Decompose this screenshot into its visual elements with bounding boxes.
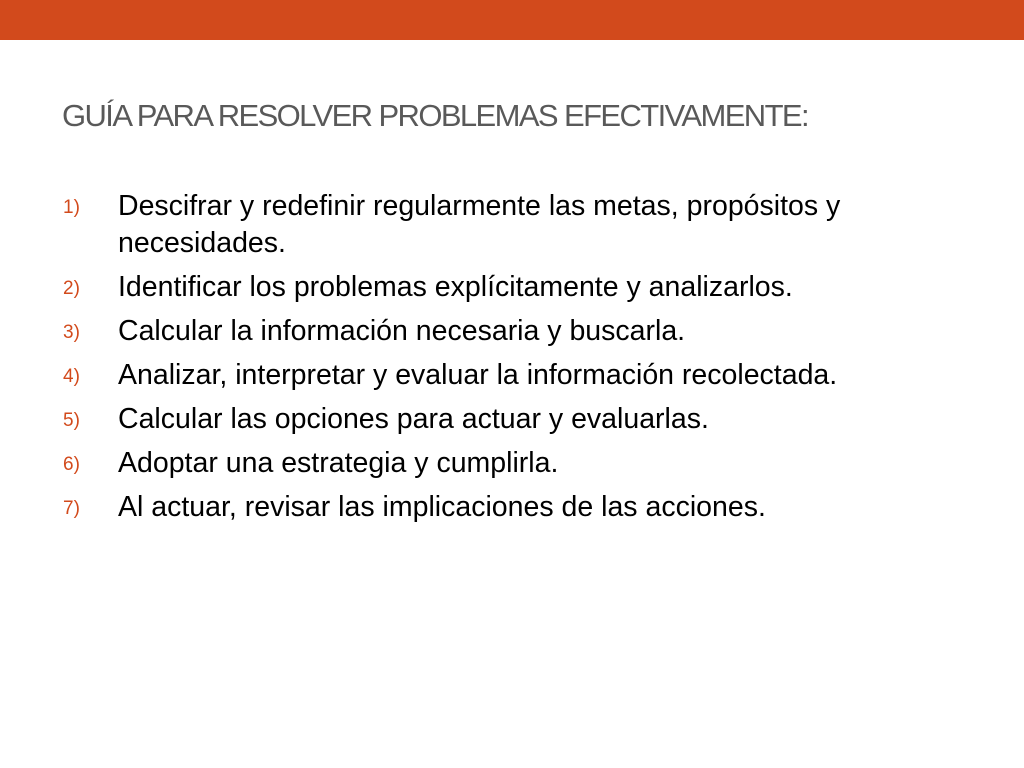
item-number: 5) bbox=[63, 410, 80, 431]
item-number: 1) bbox=[63, 197, 80, 218]
item-text: Identificar los problemas explícitamente y analizarlos. bbox=[118, 271, 793, 303]
slide-title: GUÍA PARA RESOLVER PROBLEMAS EFECTIVAMENTE: bbox=[62, 98, 809, 133]
item-text: Al actuar, revisar las implicaciones de las acciones. bbox=[118, 491, 766, 523]
item-number: 6) bbox=[63, 454, 80, 475]
steps-list bbox=[0, 188, 1024, 533]
list-item bbox=[0, 313, 1024, 350]
item-text: Adoptar una estrategia y cumplirla. bbox=[118, 447, 559, 479]
list-item bbox=[0, 269, 1024, 306]
item-number: 4) bbox=[63, 366, 80, 387]
list-item bbox=[0, 489, 1024, 526]
item-text: Analizar, interpretar y evaluar la información recolectada. bbox=[118, 359, 838, 391]
top-accent-bar bbox=[0, 0, 1024, 40]
list-item bbox=[0, 188, 1024, 262]
item-text: Calcular las opciones para actuar y evaluarlas. bbox=[118, 403, 709, 435]
list-item bbox=[0, 401, 1024, 438]
item-number: 2) bbox=[63, 278, 80, 299]
item-number: 3) bbox=[63, 322, 80, 343]
list-item bbox=[0, 357, 1024, 394]
item-number: 7) bbox=[63, 498, 80, 519]
item-text: Calcular la información necesaria y buscarla. bbox=[118, 315, 686, 347]
item-text: Descifrar y redefinir regularmente las metas, propósitos y necesidades. bbox=[118, 190, 841, 259]
list-item bbox=[0, 445, 1024, 482]
